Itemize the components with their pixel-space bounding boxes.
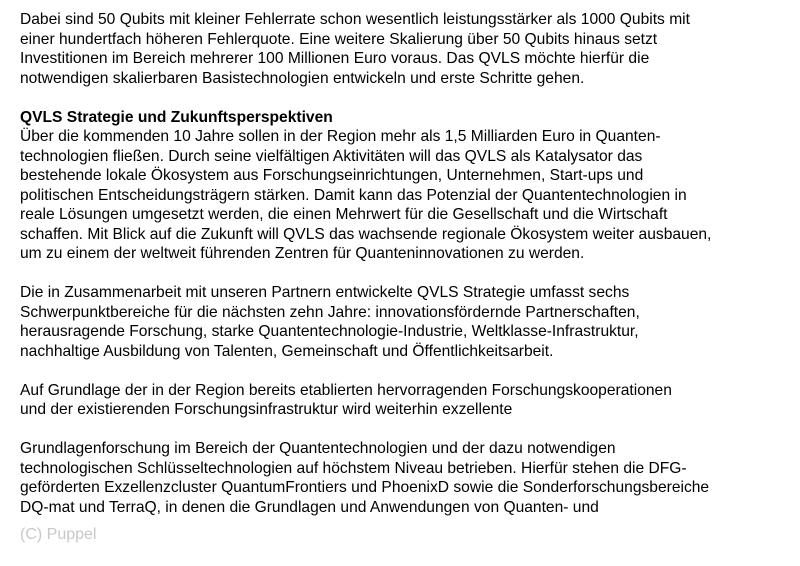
text-line: und der existierenden Forschungsinfrastruktur wird weiterhin exzellente	[20, 401, 513, 418]
copyright-watermark: (C) Puppel	[20, 526, 97, 543]
text-line: Grundlagenforschung im Bereich der Quantentechnologien und der dazu notwendigen	[20, 440, 616, 457]
text-line: technologien fließen. Durch seine vielfältigen Aktivitäten will das QVLS als Katalysator das	[20, 147, 643, 165]
text-line: geförderten Exzellenzcluster QuantumFrontiers und PhoenixD sowie die Sonderforschungsbereiche	[20, 479, 710, 496]
text-line: reale Lösungen umgesetzt werden, die einen Mehrwert für die Gesellschaft und die Wirtschaft	[20, 206, 668, 223]
text-line: technologischen Schlüsseltechnologien auf höchstem Niveau betrieben. Hierfür stehen die DFG-	[20, 459, 687, 477]
text-line: Über die kommenden 10 Jahre sollen in der Region mehr als 1,5 Milliarden Euro in Quanten-	[20, 128, 661, 145]
text-line: politischen Entscheidungsträgern stärken. Damit kann das Potenzial der Quantentechnologien in	[20, 186, 687, 204]
text-line: Schwerpunktbereiche für die nächsten zehn Jahre: innovationsfördernde Partnerschaften,	[20, 303, 640, 321]
text-line: einer hundertfach höheren Fehlerquote. Eine weitere Skalierung über 50 Qubits hinaus setzt	[20, 30, 658, 48]
paragraph-qubits	[20, 10, 792, 88]
text-line: Investitionen im Bereich mehrerer 100 Millionen Euro voraus. Das QVLS möchte hierfür die	[20, 50, 650, 67]
text-line: Die in Zusammenarbeit mit unseren Partnern entwickelte QVLS Strategie umfasst sechs	[20, 284, 630, 301]
paragraph-research	[20, 439, 792, 517]
text-line: nachhaltige Ausbildung von Talenten, Gemeinschaft und Öffentlichkeitsarbeit.	[20, 342, 554, 360]
text-line: bestehende lokale Ökosystem aus Forschungseinrichtungen, Unternehmen, Start-ups und	[20, 167, 644, 184]
text-line: um zu einem der weltweit führenden Zentren für Quanteninnovationen zu werden.	[20, 245, 585, 262]
paragraph-cooperation	[20, 381, 792, 420]
text-line: Dabei sind 50 Qubits mit kleiner Fehlerrate schon wesentlich leistungsstärker als 1000 Qubits mit	[20, 11, 690, 28]
text-line: schaffen. Mit Blick auf die Zukunft will QVLS das wachsende regionale Ökosystem weiter ausbauen,	[20, 225, 712, 243]
paragraph-strategy	[20, 283, 792, 361]
text-line: herausragende Forschung, starke Quantentechnologie-Industrie, Weltklasse-Infrastruktur,	[20, 323, 639, 340]
text-line: Auf Grundlage der in der Region bereits etablierten hervorragenden Forschungskooperationen	[20, 381, 672, 399]
paragraph-investment	[20, 127, 792, 264]
section-heading: QVLS Strategie und Zukunftsperspektiven	[20, 108, 333, 126]
text-line: notwendigen skalierbaren Basistechnologien entwickeln und erste Schritte gehen.	[20, 69, 585, 87]
document-body	[20, 10, 792, 517]
section-heading-wrapper	[20, 108, 792, 128]
text-line: DQ-mat und TerraQ, in denen die Grundlagen und Anwendungen von Quanten- und	[20, 498, 599, 516]
